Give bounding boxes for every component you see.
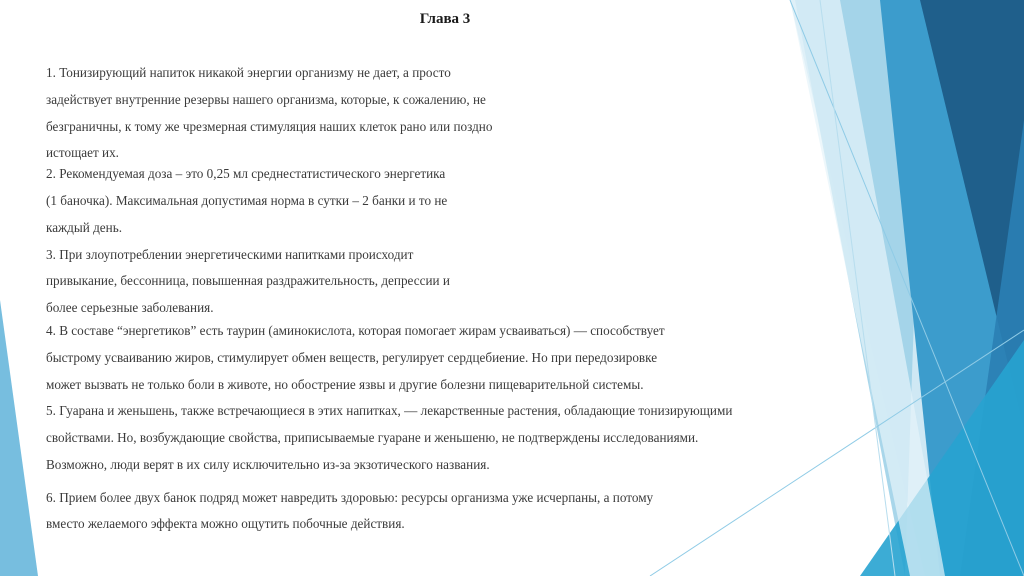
text-line: безграничны, к тому же чрезмерная стимуляция наших клеток рано или поздно bbox=[46, 119, 493, 134]
text-line: может вызвать не только боли в животе, но обострение язвы и другие болезни пищеварительной системы. bbox=[46, 377, 644, 392]
text-line: (1 баночка). Максимальная допустимая норма в сутки – 2 банки и то не bbox=[46, 193, 448, 208]
text-line: задействует внутренние резервы нашего организма, которые, к сожалению, не bbox=[46, 92, 486, 107]
left-accent-shape bbox=[0, 300, 38, 576]
text-line: 5. Гуарана и женьшень, также встречающиеся в этих напитках, — лекарственные растения, обладающие тонизирующими bbox=[46, 403, 733, 418]
text-line: 3. При злоупотреблении энергетическими напитками происходит bbox=[46, 247, 414, 262]
text-line: 4. В составе “энергетиков” есть таурин (аминокислота, которая помогает жирам усваиваться) — способствует bbox=[46, 323, 665, 338]
text-line: 1. Тонизирующий напиток никакой энергии организму не дает, а просто bbox=[46, 65, 451, 80]
text-line: Возможно, люди верят в их силу исключительно из-за экзотического названия. bbox=[46, 457, 490, 472]
text-line: более серьезные заболевания. bbox=[46, 300, 214, 315]
slide-title: Глава 3 bbox=[419, 11, 471, 27]
text-line: истощает их. bbox=[46, 145, 119, 160]
text-line: 2. Рекомендуемая доза – это 0,25 мл среднестатистического энергетика bbox=[46, 166, 446, 181]
text-line: быстрому усваиванию жиров, стимулирует обмен веществ, регулирует сердцебиение. Но при передозировке bbox=[46, 350, 658, 365]
text-line: свойствами. Но, возбуждающие свойства, приписываемые гуаране и женьшеню, не подтверждены исследованиями. bbox=[46, 430, 699, 445]
text-line: привыкание, бессонница, повышенная раздражительность, депрессии и bbox=[46, 273, 450, 288]
text-line: вместо желаемого эффекта можно ощутить побочные действия. bbox=[46, 516, 405, 531]
text-line: 6. Прием более двух банок подряд может навредить здоровью: ресурсы организма уже исчерпаны, а потому bbox=[46, 490, 654, 505]
text-line: каждый день. bbox=[46, 220, 123, 235]
